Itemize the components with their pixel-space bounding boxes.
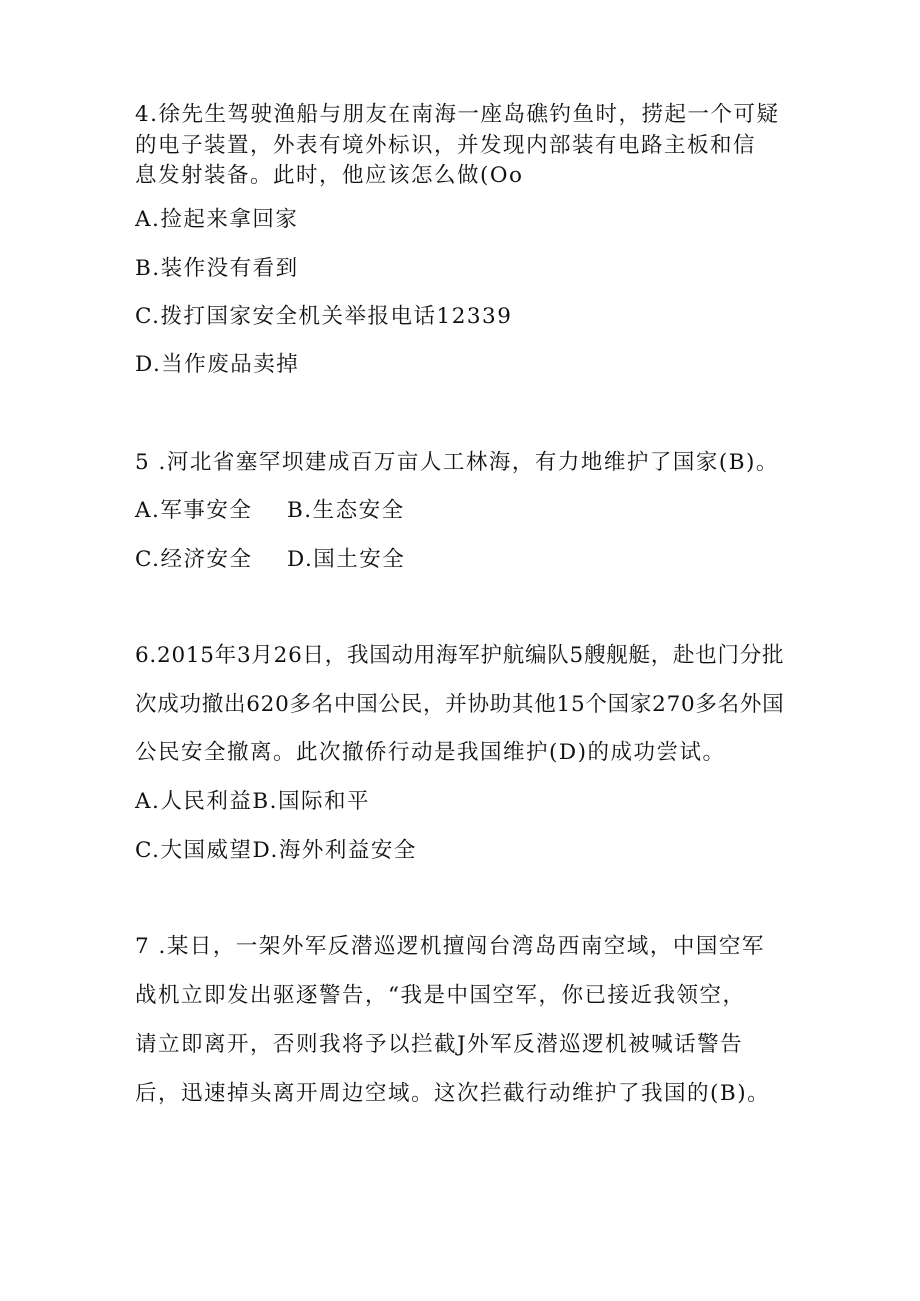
q4-text-line-1: 4.徐先生驾驶渔船与朋友在南海一座岛礁钓鱼时，捞起一个可疑 xyxy=(135,102,780,127)
q7-text-line-1: 7 .某日，一架外军反潜巡逻机擅闯台湾岛西南空域，中国空军 xyxy=(135,934,765,959)
q4-text-line-2: 的电子装置，外表有境外标识，并发现内部装有电路主板和信 xyxy=(135,133,757,158)
q6-option-ab: A.人民利益B.国际和平 xyxy=(135,789,370,814)
q7-text-line-4: 后，迅速掉头离开周边空域。这次拦截行动维护了我国的(B)。 xyxy=(135,1081,771,1106)
q4-option-b: B.装作没有看到 xyxy=(135,256,299,281)
q6-option-cd: C.大国威望D.海外利益安全 xyxy=(135,838,417,863)
q6-text-line-3: 公民安全撤离。此次撤侨行动是我国维护(D)的成功尝试。 xyxy=(135,740,726,765)
q4-text-line-3: 息发射装备。此时，他应该怎么做(Oo xyxy=(135,163,524,188)
q4-option-a: A.捡起来拿回家 xyxy=(135,207,299,232)
q5-option-b: B.生态安全 xyxy=(287,498,405,523)
q5-option-d: D.国土安全 xyxy=(287,547,406,572)
q4-option-c: C.拨打国家安全机关举报电话12339 xyxy=(135,304,513,329)
q5-option-a: A.军事安全 xyxy=(135,498,253,523)
q6-text-line-1: 6.2015年3月26日，我国动用海军护航编队5艘舰艇，赴也门分批 xyxy=(135,643,785,668)
q6-text-line-2: 次成功撤出620多名中国公民，并协助其他15个国家270多名外国 xyxy=(135,692,785,717)
q7-text-line-3: 请立即离开，否则我将予以拦截J外军反潜巡逻机被喊话警告 xyxy=(135,1032,744,1057)
q7-text-line-2: 战机立即发出驱逐警告，“我是中国空军，你已接近我领空， xyxy=(135,983,746,1008)
q5-option-c: C.经济安全 xyxy=(135,547,253,572)
q4-option-d: D.当作废品卖掉 xyxy=(135,352,300,377)
q5-text-line-1: 5 .河北省塞罕坝建成百万亩人工林海，有力地维护了国家(B)。 xyxy=(135,450,779,475)
